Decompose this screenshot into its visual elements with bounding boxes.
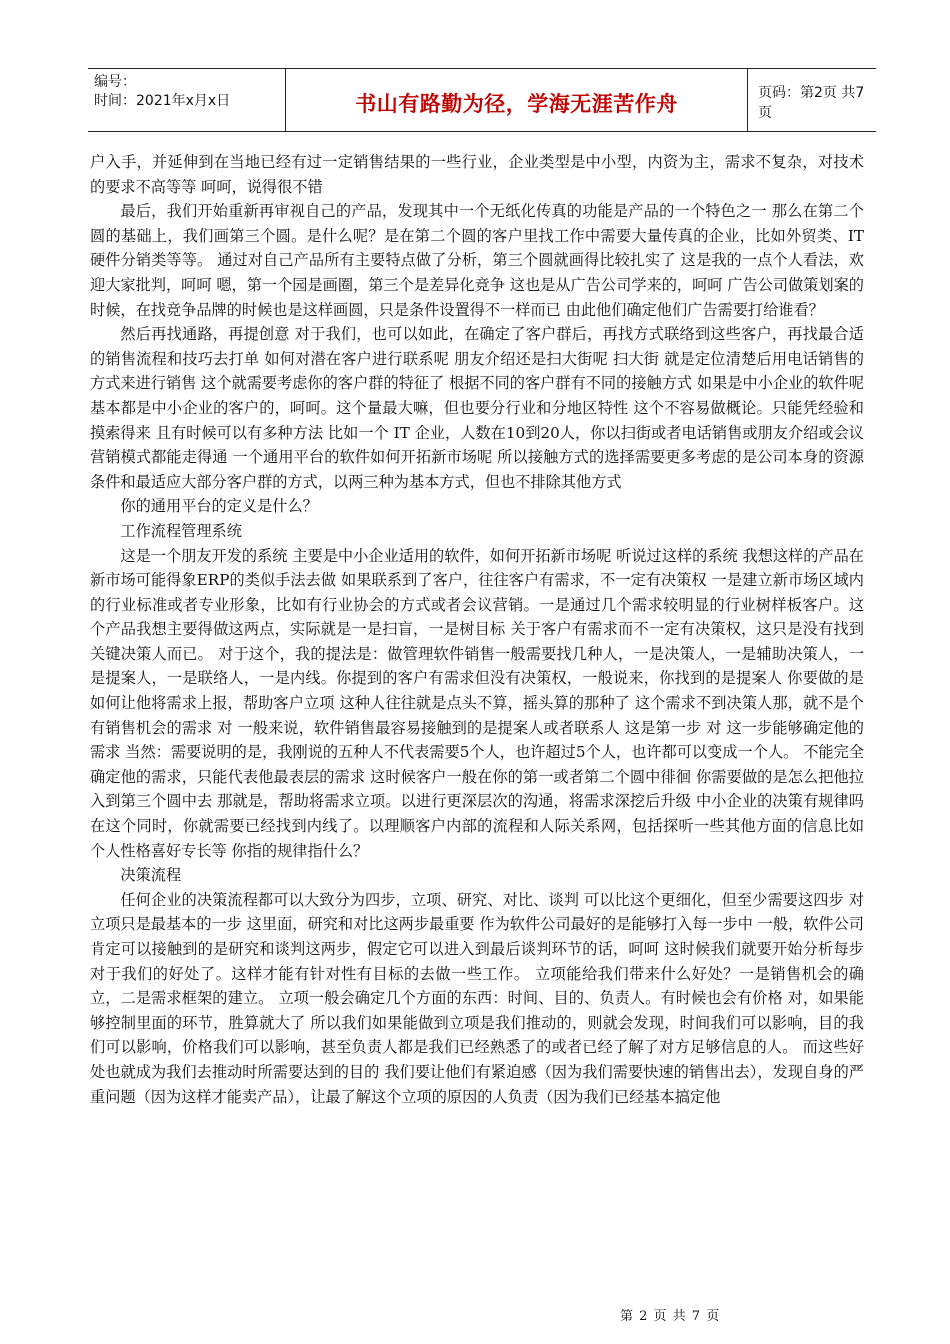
header-meta	[88, 69, 286, 131]
paragraph: 最后，我们开始重新再审视自己的产品，发现其中一个无纸化传真的功能是产品的一个特色之一 那么在第二个圆的基础上，我们画第三个圆。是什么呢？是在第二个圆的客户里找工作中需要大量传真的企业，比如外贸类、IT硬件分销类等等。 通过对自己产品所有主要特点做了分析，第三个圆就画得比较扎实了 这是我的一点个人看法，欢迎大家批判，呵呵 嗯，第一个园是画圈，第三个是差异化竞争 这也是从广告公司学来的，呵呵 广告公司做策划案的时候，在找竞争品牌的时候也是这样画圆，只是条件设置得不一样而已 由此他们确定他们广告需要打给谁看？	[90, 202, 864, 319]
header-motto: 书山有路勤为径，学海无涯苦作舟	[286, 69, 748, 131]
document-date: 时间：2021年x月x日	[94, 93, 231, 109]
page-footer: 第 2 页 共 7 页	[620, 1309, 721, 1324]
paragraph: 你的通用平台的定义是什么？	[120, 497, 318, 516]
section-heading: 工作流程管理系统	[120, 521, 242, 540]
paragraph: 户入手，并延伸到在当地已经有过一定销售结果的一些行业，企业类型是中小型，内资为主，需求不复杂，对技术的要求不高等等 呵呵，说得很不错	[90, 153, 864, 196]
page-header	[88, 68, 876, 132]
paragraph: 然后再找通路，再提创意 对于我们，也可以如此，在确定了客户群后，再找方式联络到这些客户，再找最合适的销售流程和技巧去打单 如何对潜在客户进行联系呢 朋友介绍还是扫大街呢 扫大街 就是定位清楚后用电话销售的方式来进行销售 这个就需要考虑你的客户群的特征了 根据不同的客户群有不同的接触方式 如果是中小企业的软件呢 基本都是中小企业的客户的，呵呵。这个量最大嘛，但也要分行业和分地区特性 这个不容易做概论。只能凭经验和摸索得来 且有时候可以有多种方法 比如一个 IT 企业，人数在10到20人，你以扫街或者电话销售或朋友介绍或会议营销模式都能走得通 一个通用平台的软件如何开拓新市场呢 所以接触方式的选择需要更多考虑的是公司本身的资源条件和最适应大部分客户群的方式，以两三种为基本方式，但也不排除其他方式	[90, 325, 864, 491]
paragraph: 这是一个朋友开发的系统 主要是中小企业适用的软件，如何开拓新市场呢 听说过这样的系统 我想这样的产品在新市场可能得象ERP的类似手法去做 如果联系到了客户，往往客户有需求，不一定有决策权 一是建立新市场区域内的行业标准或者专业形象，比如有行业协会的方式或者会议营销。一是通过几个需求较明显的行业树样板客户。这个产品我想主要得做这两点，实际就是一是扫盲，一是树目标 关于客户有需求而不一定有决策权，这只是没有找到关键决策人而已。 对于这个，我的提法是：做管理软件销售一般需要找几种人，一是决策人，一是辅助决策人，一是提案人，一是联络人，一是内线。你提到的客户有需求但没有决策权，一般说来，你找到的是提案人 你要做的是如何让他将需求上报，帮助客户立项 这种人往往就是点头不算，摇头算的那种了 这个需求不到决策人那，就不是个有销售机会的需求 对 一般来说，软件销售最容易接触到的是提案人或者联系人 这是第一步 对 这一步能够确定他的需求 当然：需要说明的是，我刚说的五种人不代表需要5个人，也许超过5个人，也许都可以变成一个人。 不能完全确定他的需求，只能代表他最表层的需求 这时候客户一般在你的第一或者第二个圆中徘徊 你需要做的是怎么把他拉入到第三个圆中去 那就是，帮助将需求立项。以进行更深层次的沟通，将需求深挖后升级 中小企业的决策有规律吗 在这个同时，你就需要已经找到内线了。以理顺客户内部的流程和人际关系网，包括探听一些其他方面的信息比如个人性格喜好专长等 你指的规律指什么？	[90, 546, 864, 860]
document-body	[90, 150, 864, 1109]
header-page-number: 页码：第2页 共7页	[758, 85, 865, 121]
section-heading: 决策流程	[120, 866, 182, 885]
paragraph: 任何企业的决策流程都可以大致分为四步，立项、研究、对比、谈判 可以比这个更细化，但至少需要这四步 对 立项只是最基本的一步 这里面，研究和对比这两步最重要 作为软件公司最好的是能够打入每一步中 一般，软件公司肯定可以接触到的是研究和谈判这两步，假定它可以进入到最后谈判环节的话，呵呵 这时候我们就要开始分析每步对于我们的好处了。这样才能有针对性有目标的去做一些工作。 立项能给我们带来什么好处？一是销售机会的确立，二是需求框架的建立。 立项一般会确定几个方面的东西：时间、目的、负责人。有时候也会有价格 对，如果能够控制里面的环节，胜算就大了 所以我们如果能做到立项是我们推动的，则就会发现，时间我们可以影响，目的我们可以影响，价格我们可以影响，甚至负责人都是我们已经熟悉了的或者已经了解了对方足够信息的人。 而这些好处也就成为我们去推动时所需要达到的目的 我们要让他们有紧迫感（因为我们需要快速的销售出去），发现自身的严重问题（因为这样才能卖产品），让最了解这个立项的原因的人负责（因为我们已经基本搞定他	[90, 890, 864, 1106]
document-number: 编号：	[94, 74, 136, 90]
